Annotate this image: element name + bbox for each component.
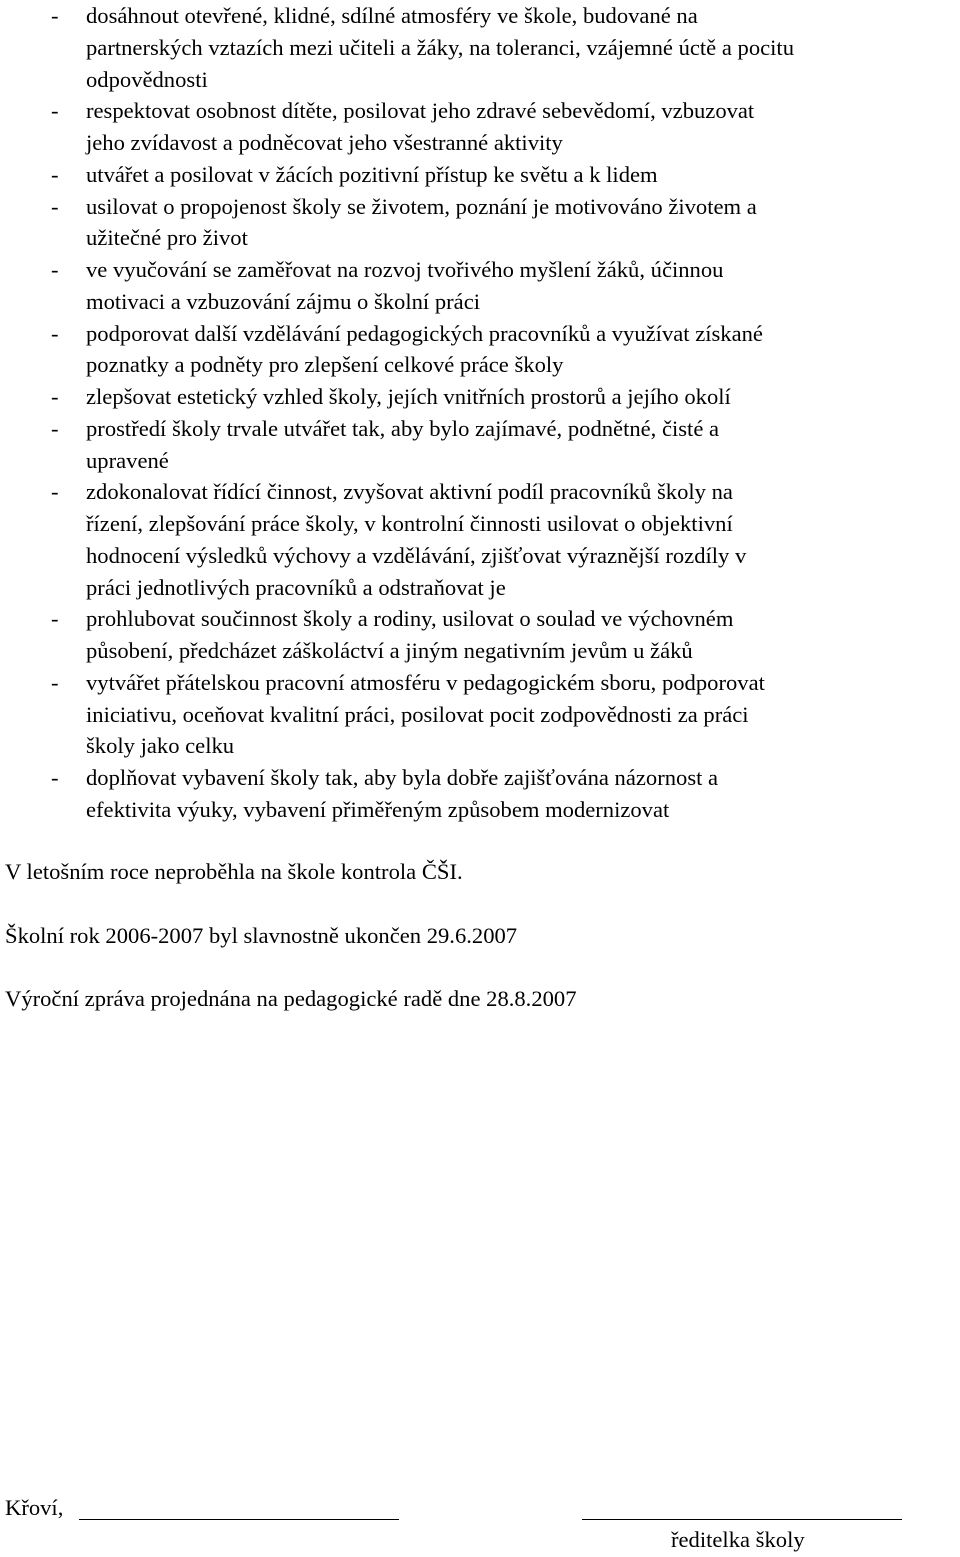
goal-item [0, 318, 960, 382]
bullet-dash: - [51, 98, 59, 124]
goal-text: ve vyučování se zaměřovat na rozvoj tvořivého myšlení žáků, účinnou motivaci a vzbuzování zájmu o školní práci [86, 257, 724, 314]
goal-text: zlepšovat estetický vzhled školy, jejích vnitřních prostorů a jejího okolí [86, 384, 731, 409]
goal-item [0, 762, 960, 826]
signature-place: Křoví, [5, 1495, 64, 1520]
goal-item [0, 413, 960, 477]
bullet-dash: - [51, 765, 59, 790]
goal-text: usilovat o propojenost školy se životem, poznání je motivováno životem a užitečné pro život [86, 193, 757, 251]
signature-role: ředitelka školy [671, 1527, 805, 1552]
bullet-dash: - [51, 606, 59, 632]
bullet-dash: - [51, 3, 59, 28]
goal-text: doplňovat vybavení školy tak, aby byla dobře zajišťována názornost a efektivita výuky, vybavení přiměřeným způsobem modernizovat [86, 765, 719, 822]
goal-text: prostředí školy trvale utvářet tak, aby bylo zajímavé, podnětné, čisté a upravené [86, 415, 720, 473]
school-year-end-statement: Školní rok 2006-2007 byl slavnostně ukončen 29.6.2007 [5, 923, 518, 948]
goal-item [0, 603, 960, 667]
goal-item [0, 159, 960, 191]
bullet-dash: - [51, 479, 59, 505]
goal-item [0, 476, 960, 603]
bullet-dash: - [51, 669, 59, 695]
goal-item [0, 95, 960, 159]
goal-text: vytvářet přátelskou pracovní atmosféru v pedagogickém sboru, podporovat iniciativu, oceňovat kvalitní práci, posilovat pocit zodpovědnosti za práci školy jako celku [86, 669, 765, 759]
goal-item [0, 254, 960, 318]
bullet-dash: - [51, 415, 59, 441]
goal-text: zdokonalovat řídící činnost, zvyšovat aktivní podíl pracovníků školy na řízení, zlepšování práce školy, v kontrolní činnosti usilovat o objektivní hodnocení výsledků výchovy a vzdělávání, zjišťovat výraznější rozdíly v práci jednotlivých pracovníků a odstraňovat je [86, 479, 747, 600]
goal-item [0, 0, 960, 95]
bullet-dash: - [51, 257, 59, 282]
date-line [79, 1519, 399, 1520]
goal-text: respektovat osobnost dítěte, posilovat jeho zdravé sebevědomí, vzbuzovat jeho zvídavost a podněcovat jeho všestranné aktivity [86, 98, 755, 155]
bullet-dash: - [51, 193, 59, 219]
bullet-dash: - [51, 161, 59, 187]
inspection-statement: V letošním roce neproběhla na škole kontrola ČŠI. [5, 859, 463, 884]
goal-item [0, 381, 960, 413]
signature-line [582, 1519, 902, 1520]
goal-item [0, 667, 960, 762]
report-approval-statement: Výroční zpráva projednána na pedagogické radě dne 28.8.2007 [5, 986, 577, 1011]
bullet-dash: - [51, 320, 59, 346]
goal-text: utvářet a posilovat v žácích pozitivní přístup ke světu a k lidem [86, 161, 658, 187]
goal-text: podporovat další vzdělávání pedagogických pracovníků a využívat získané poznatky a podněty pro zlepšení celkové práce školy [86, 320, 763, 378]
goal-item [0, 191, 960, 255]
goal-text: prohlubovat součinnost školy a rodiny, usilovat o soulad ve výchovném působení, předcházet záškoláctví a jiným negativním jevům u žáků [86, 606, 734, 663]
goal-text: dosáhnout otevřené, klidné, sdílné atmosféry ve škole, budované na partnerských vztazích mezi učiteli a žáky, na toleranci, vzájemné úctě a pocitu odpovědnosti [86, 3, 795, 92]
bullet-dash: - [51, 384, 59, 409]
